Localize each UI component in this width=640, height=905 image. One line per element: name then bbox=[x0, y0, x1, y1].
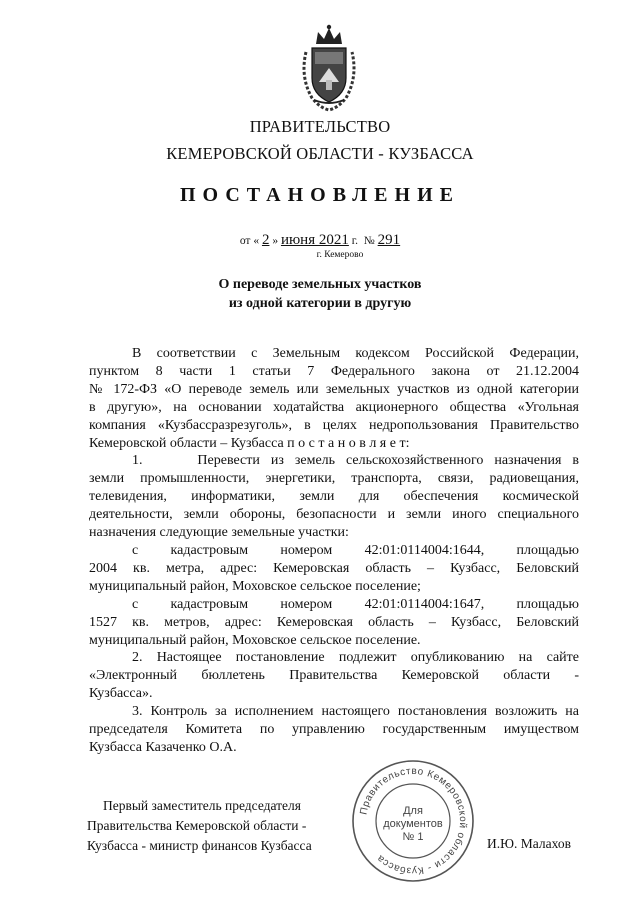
subject-line-1: О переводе земельных участков bbox=[218, 277, 422, 292]
body-text bbox=[89, 345, 579, 757]
body-line: Кемеровской области – Кузбасса п о с т а н о в л я е т: bbox=[89, 435, 410, 451]
body-line: телевидения, информатики, земли для обеспечения космической bbox=[89, 489, 579, 505]
document-number: 291 bbox=[377, 232, 401, 248]
stamp-line-2: документов bbox=[383, 818, 443, 830]
body-line: с кадастровым номером 42:01:0114004:1644, площадью bbox=[132, 542, 579, 558]
number-prefix: № bbox=[363, 235, 375, 247]
body-line: 3. Контроль за исполнением настоящего постановления возложить на bbox=[132, 704, 579, 720]
date-line bbox=[0, 232, 640, 249]
stamp-line-1: Для bbox=[403, 805, 423, 817]
body-line: Кузбасса». bbox=[89, 686, 153, 702]
date-prefix: от « bbox=[239, 235, 260, 247]
body-line: 2. Настоящее постановление подлежит опубликованию на сайте bbox=[132, 650, 579, 666]
body-line: Кузбасса Казаченко О.А. bbox=[89, 739, 237, 755]
body-line: деятельности, земли обороны, безопасности и земли иного специального bbox=[89, 507, 579, 523]
subject-line-2: из одной категории в другую bbox=[228, 296, 412, 311]
document-type: ПОСТАНОВЛЕНИЕ bbox=[180, 184, 460, 206]
org-title-line-1: ПРАВИТЕЛЬСТВО bbox=[249, 117, 391, 136]
city: г. Кемерово bbox=[316, 250, 364, 260]
date-day: 2 bbox=[261, 232, 270, 248]
body-line: муниципальный район, Моховское сельское поселение; bbox=[89, 578, 421, 594]
body-line: 1527 кв. метров, адрес: Кемеровская область – Кузбасс, Беловский bbox=[89, 614, 579, 630]
signatory-line-2: Правительства Кемеровской области - bbox=[87, 818, 307, 833]
date-month-year: июня 2021 bbox=[280, 232, 349, 248]
body-line: 2004 кв. метра, адрес: Кемеровская область – Кузбасс, Беловский bbox=[89, 560, 579, 576]
stamp-ring-text: Правительство Кемеровской области - Кузбасса bbox=[358, 765, 469, 877]
body-line: председателя Комитета по управлению государственным имуществом bbox=[89, 722, 579, 738]
body-line: компания «Кузбассразрезуголь», в целях недропользования Правительство bbox=[89, 417, 579, 433]
signatory-position bbox=[87, 796, 312, 856]
body-line: назначения следующие земельные участки: bbox=[89, 525, 349, 541]
subject-title bbox=[0, 275, 640, 313]
signatory-line-3: Кузбасса - министр финансов Кузбасса bbox=[87, 838, 312, 853]
body-line: пунктом 8 части 1 статьи 7 Федерального закона от 21.12.2004 bbox=[89, 363, 579, 379]
org-title-line-2: КЕМЕРОВСКОЙ ОБЛАСТИ - КУЗБАССА bbox=[166, 144, 474, 163]
signatory-line-1: Первый заместитель председателя bbox=[103, 798, 301, 813]
body-line: 1. Перевести из земель сельскохозяйственного назначения в bbox=[132, 453, 579, 469]
body-line: в другую», на основании ходатайства акционерного общества «Угольная bbox=[89, 399, 579, 415]
date-mid: » bbox=[272, 235, 279, 247]
coat-of-arms-emblem bbox=[298, 22, 360, 112]
body-line: В соответствии с Земельным кодексом Российской Федерации, bbox=[132, 346, 579, 361]
signatory-name: И.Ю. Малахов bbox=[487, 836, 571, 851]
body-line: муниципальный район, Моховское сельское поселение. bbox=[89, 632, 421, 648]
body-line: земли промышленности, энергетики, транспорта, связи, радиовещания, bbox=[89, 471, 579, 487]
body-line: с кадастровым номером 42:01:0114004:1647, площадью bbox=[132, 596, 579, 612]
date-suffix: г. bbox=[351, 235, 359, 247]
official-stamp bbox=[348, 756, 478, 886]
body-line: № 172-ФЗ «О переводе земель или земельных участков из одной категории bbox=[89, 381, 579, 397]
body-line: «Электронный бюллетень Правительства Кемеровской области - bbox=[89, 668, 579, 684]
stamp-line-3: № 1 bbox=[402, 831, 424, 843]
